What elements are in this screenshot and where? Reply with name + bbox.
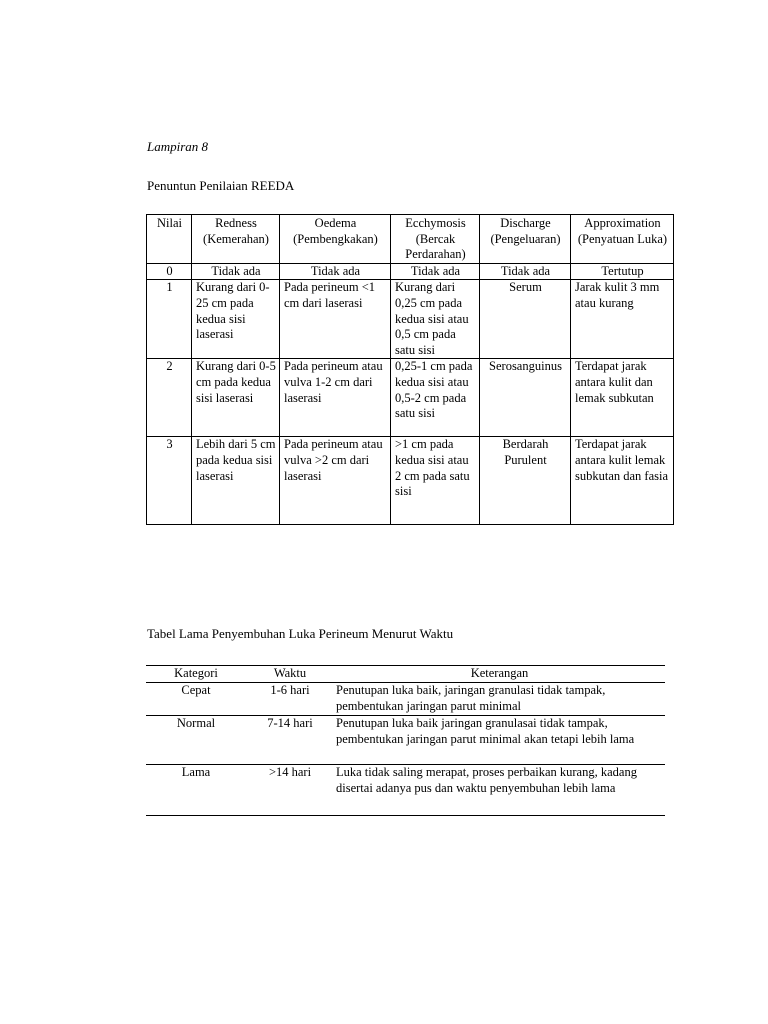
table-cell: >1 cm pada kedua sisi atau 2 cm pada satu sisi	[391, 437, 480, 525]
table-cell: Lama	[146, 765, 246, 816]
table-cell: 2	[147, 359, 192, 437]
table-row	[147, 437, 674, 525]
header-redness: Redness (Kemerahan)	[192, 215, 280, 264]
header-nilai: Nilai	[147, 215, 192, 264]
table-cell: 1	[147, 280, 192, 359]
table-cell: Jarak kulit 3 mm atau kurang	[571, 280, 674, 359]
table-cell: Pada perineum atau vulva >2 cm dari laserasi	[280, 437, 391, 525]
table-cell: Tidak ada	[192, 263, 280, 280]
table-cell: Serosanguinus	[480, 359, 571, 437]
table-cell: 1-6 hari	[246, 683, 334, 716]
header-waktu: Waktu	[246, 666, 334, 683]
table-cell: Pada perineum atau vulva 1-2 cm dari laserasi	[280, 359, 391, 437]
table-cell: 0	[147, 263, 192, 280]
table-cell: 3	[147, 437, 192, 525]
table-row	[147, 263, 674, 280]
table-row	[146, 683, 665, 716]
table-row	[146, 716, 665, 765]
reeda-header-row	[147, 215, 674, 264]
table-cell: Pada perineum <1 cm dari laserasi	[280, 280, 391, 359]
header-approximation: Approximation (Penyatuan Luka)	[571, 215, 674, 264]
table-cell: 0,25-1 cm pada kedua sisi atau 0,5-2 cm pada satu sisi	[391, 359, 480, 437]
appendix-label: Lampiran 8	[147, 139, 209, 154]
table-cell: Terdapat jarak antara kulit dan lemak subkutan	[571, 359, 674, 437]
table-cell: Penutupan luka baik, jaringan granulasi tidak tampak, pembentukan jaringan parut minimal	[334, 683, 665, 716]
header-ecchymosis: Ecchymosis (Bercak Perdarahan)	[391, 215, 480, 264]
table-row	[147, 280, 674, 359]
table-cell: Tidak ada	[280, 263, 391, 280]
header-kategori: Kategori	[146, 666, 246, 683]
header-oedema: Oedema (Pembengkakan)	[280, 215, 391, 264]
healing-header-row	[146, 666, 665, 683]
table-cell: Kurang dari 0-25 cm pada kedua sisi laserasi	[192, 280, 280, 359]
table-cell: >14 hari	[246, 765, 334, 816]
table-cell: Terdapat jarak antara kulit lemak subkutan dan fasia	[571, 437, 674, 525]
table-cell: Normal	[146, 716, 246, 765]
header-discharge: Discharge (Pengeluaran)	[480, 215, 571, 264]
table-cell: Berdarah Purulent	[480, 437, 571, 525]
table-cell: 7-14 hari	[246, 716, 334, 765]
healing-table	[146, 665, 665, 816]
table-cell: Penutupan luka baik jaringan granulasai tidak tampak, pembentukan jaringan parut minimal akan tetapi lebih lama	[334, 716, 665, 765]
table-row	[147, 359, 674, 437]
table-cell: Serum	[480, 280, 571, 359]
table-cell: Kurang dari 0-5 cm pada kedua sisi laserasi	[192, 359, 280, 437]
table-cell: Luka tidak saling merapat, proses perbaikan kurang, kadang disertai adanya pus dan waktu penyembuhan lebih lama	[334, 765, 665, 816]
header-keterangan: Keterangan	[334, 666, 665, 683]
table-cell: Lebih dari 5 cm pada kedua sisi laserasi	[192, 437, 280, 525]
table-cell: Tidak ada	[480, 263, 571, 280]
table-cell: Kurang dari 0,25 cm pada kedua sisi atau 0,5 cm pada satu sisi	[391, 280, 480, 359]
reeda-table-title: Penuntun Penilaian REEDA	[147, 178, 295, 193]
table-cell: Tidak ada	[391, 263, 480, 280]
table-row	[146, 765, 665, 816]
table-cell: Tertutup	[571, 263, 674, 280]
reeda-table	[146, 214, 674, 525]
table-cell: Cepat	[146, 683, 246, 716]
healing-table-title: Tabel Lama Penyembuhan Luka Perineum Menurut Waktu	[147, 626, 454, 641]
